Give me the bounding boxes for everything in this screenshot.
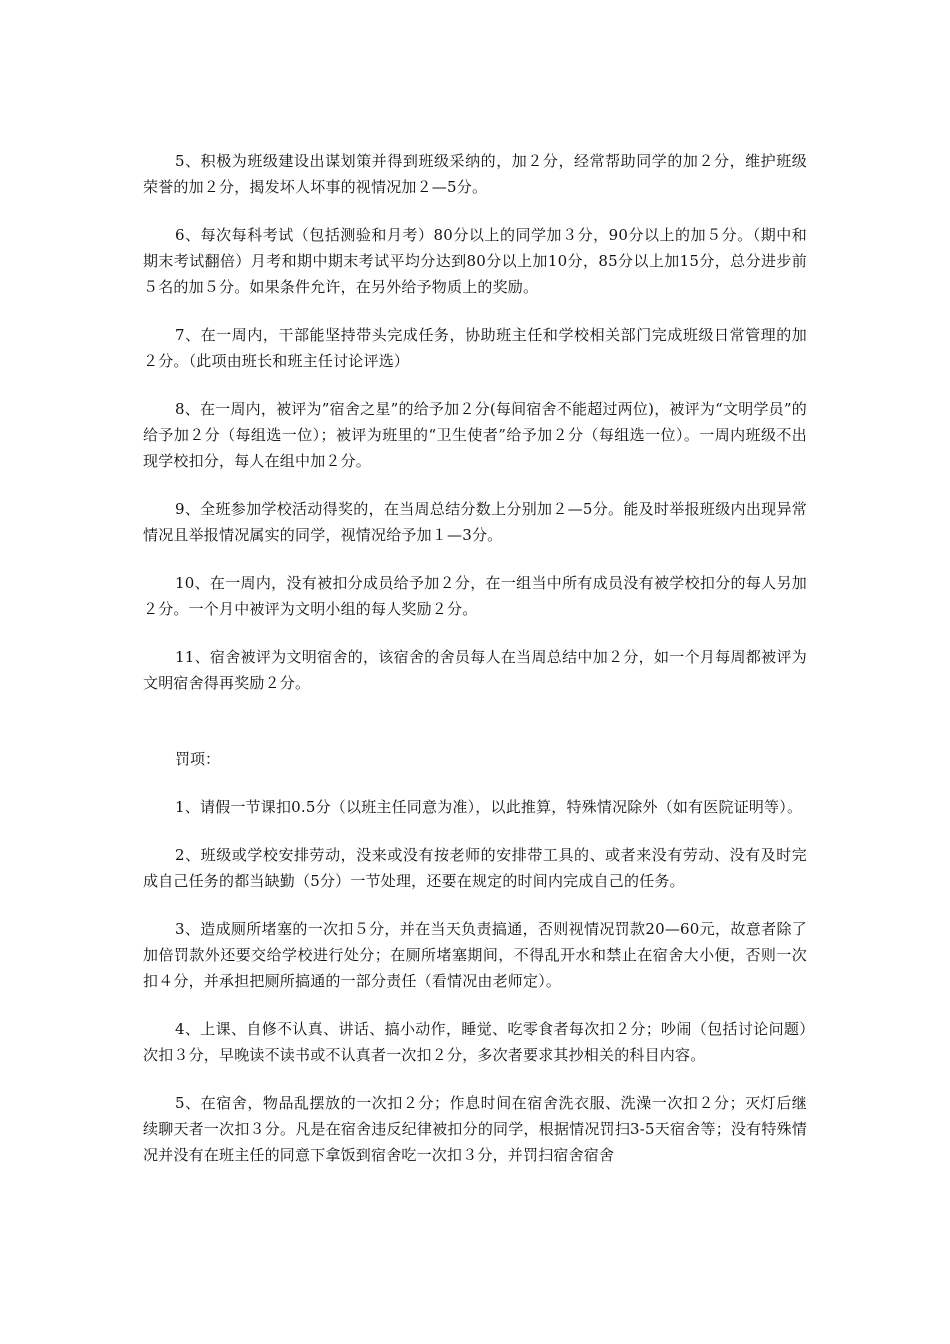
bonus-item-10: 10、在一周内，没有被扣分成员给予加２分，在一组当中所有成员没有被学校扣分的每人另加２分。一个月中被评为文明小组的每人奖励２分。 bbox=[143, 574, 807, 618]
penalty-item-3: 3、造成厕所堵塞的一次扣５分，并在当天负责搞通，否则视情况罚款20—60元，故意者除了加倍罚款外还要交给学校进行处分；在厕所堵塞期间，不得乱开水和禁止在宿舍大小便，否则一次扣４分，并承担把厕所搞通的一部分责任（看情况由老师定）。 bbox=[143, 920, 807, 990]
penalty-item-2: 2、班级或学校安排劳动，没来或没有按老师的安排带工具的、或者来没有劳动、没有及时完成自己任务的都当缺勤（5分）一节处理，还要在规定的时间内完成自己的任务。 bbox=[143, 846, 807, 890]
penalty-section-title: 罚项： bbox=[175, 750, 221, 768]
section-spacer bbox=[143, 718, 807, 746]
penalty-item-4: 4、上课、自修不认真、讲话、搞小动作，睡觉、吃零食者每次扣２分；吵闹（包括讨论问题）次扣３分，早晚读不读书或不认真者一次扣２分，多次者要求其抄相关的科目内容。 bbox=[143, 1020, 807, 1064]
bonus-item-6: 6、每次每科考试（包括测验和月考）80分以上的同学加３分，90分以上的加５分。（期中和期末考试翻倍）月考和期中期末考试平均分达到80分以上加10分，85分以上加15分，总分进步前５名的加５分。如果条件允许，在另外给予物质上的奖励。 bbox=[143, 226, 807, 296]
bonus-item-9: 9、全班参加学校活动得奖的，在当周总结分数上分别加２—5分。能及时举报班级内出现异常情况且举报情况属实的同学，视情况给予加１—3分。 bbox=[143, 500, 807, 544]
document-body bbox=[143, 148, 807, 1190]
penalty-item-1: 1、请假一节课扣0.5分（以班主任同意为准），以此推算，特殊情况除外（如有医院证明等）。 bbox=[175, 798, 803, 816]
bonus-item-7: 7、在一周内，干部能坚持带头完成任务，协助班主任和学校相关部门完成班级日常管理的加２分。（此项由班长和班主任讨论评选） bbox=[143, 326, 807, 370]
bonus-item-5: 5、积极为班级建设出谋划策并得到班级采纳的，加２分，经常帮助同学的加２分，维护班级荣誉的加２分，揭发坏人坏事的视情况加２—5分。 bbox=[143, 152, 807, 196]
penalty-item-5: 5、在宿舍，物品乱摆放的一次扣２分；作息时间在宿舍洗衣服、洗澡一次扣２分；灭灯后继续聊天者一次扣３分。凡是在宿舍违反纪律被扣分的同学，根据情况罚扫3-5天宿舍等；没有特殊情况并没有在班主任的同意下拿饭到宿舍吃一次扣３分，并罚扫宿舍宿舍 bbox=[143, 1094, 807, 1164]
bonus-item-8: 8、在一周内，被评为”宿舍之星”的给予加２分(每间宿舍不能超过两位)，被评为“文明学员”的给予加２分（每组选一位）；被评为班里的“卫生使者”给予加２分（每组选一位）。一周内班级不出现学校扣分，每人在组中加２分。 bbox=[143, 400, 807, 470]
bonus-item-11: 11、宿舍被评为文明宿舍的，该宿舍的舍员每人在当周总结中加２分，如一个月每周都被评为文明宿舍得再奖励２分。 bbox=[143, 648, 807, 692]
